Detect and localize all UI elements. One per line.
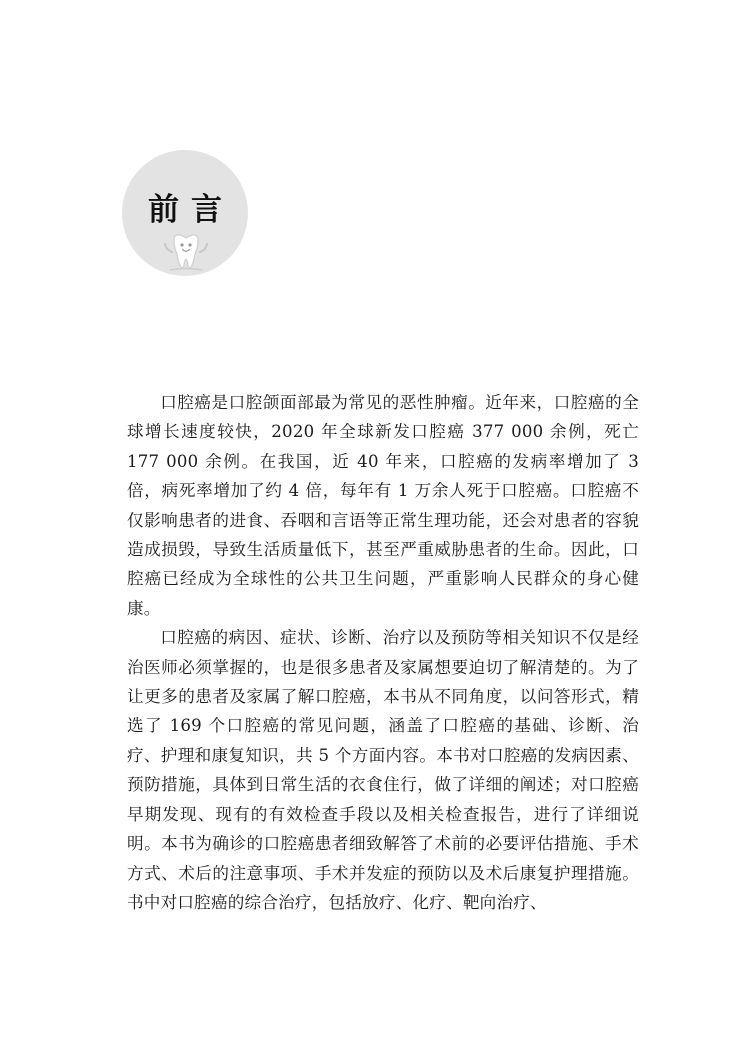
heading-badge	[122, 150, 248, 276]
page-title: 前言	[148, 192, 234, 228]
preface-body	[127, 388, 639, 917]
paragraph-2: 口腔癌的病因、症状、诊断、治疗以及预防等相关知识不仅是经治医师必须掌握的，也是很多患者及家属想要迫切了解清楚的。为了让更多的患者及家属了解口腔癌，本书从不同角度，以问答形式，精选了 169 个口腔癌的常见问题，涵盖了口腔癌的基础、诊断、治疗、护理和康复知识，共 5 个方面内容。本书对口腔癌的发病因素、预防措施，具体到日常生活的衣食住行，做了详细的阐述；对口腔癌早期发现、现有的有效检查手段以及相关检查报告，进行了详细说明。本书为确诊的口腔癌患者细致解答了术前的必要评估措施、手术方式、术后的注意事项、手术并发症的预防以及术后康复护理措施。书中对口腔癌的综合治疗，包括放疗、化疗、靶向治疗、	[127, 628, 639, 912]
tooth-mascot-icon	[162, 232, 210, 272]
paragraph-1: 口腔癌是口腔颌面部最为常见的恶性肿瘤。近年来，口腔癌的全球增长速度较快，2020 年全球新发口腔癌 377 000 余例，死亡 177 000 余例。在我国，近 40 年来，口腔癌的发病率增加了 3 倍，病死率增加了约 4 倍，每年有 1 万余人死于口腔癌。口腔癌不仅影响患者的进食、吞咽和言语等正常生理功能，还会对患者的容貌造成损毁，导致生活质量低下，甚至严重威胁患者的生命。因此，口腔癌已经成为全球性的公共卫生问题，严重影响人民群众的身心健康。	[127, 393, 639, 618]
